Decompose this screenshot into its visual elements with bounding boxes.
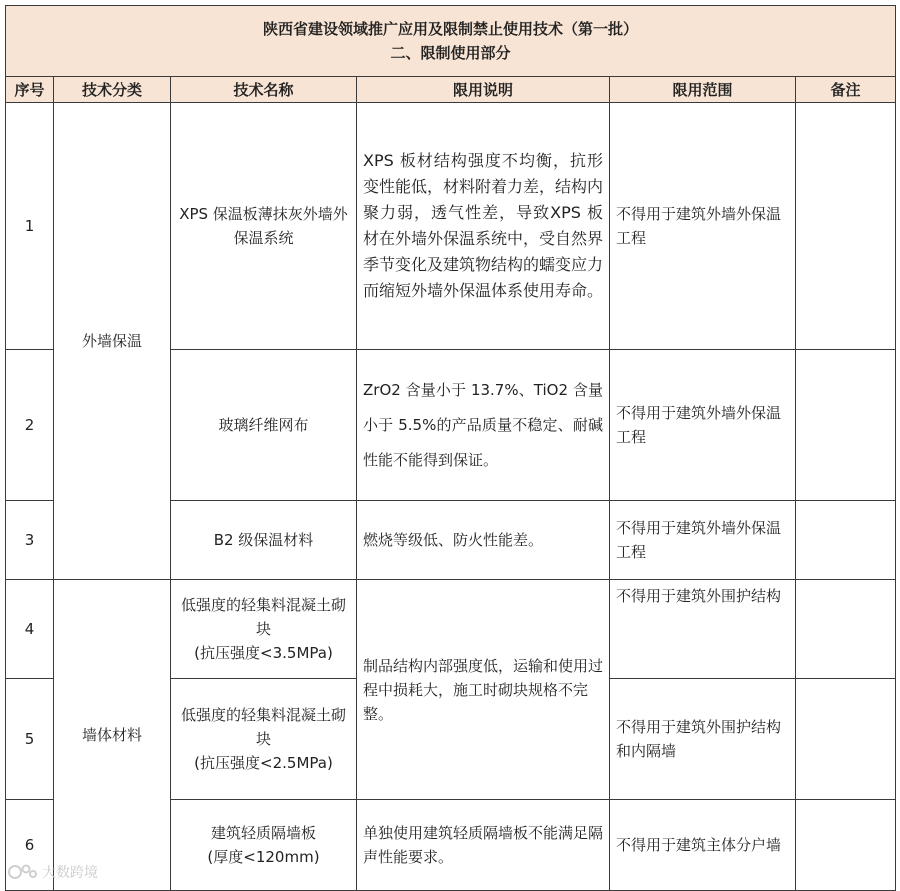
table-row xyxy=(6,103,896,350)
header-scope: 限用范围 xyxy=(610,77,796,103)
category-cell: 外墙保温 xyxy=(54,103,171,580)
desc-cell: 单独使用建筑轻质隔墙板不能满足隔声性能要求。 xyxy=(357,800,610,891)
title-line-1: 陕西省建设领域推广应用及限制禁止使用技术（第一批） xyxy=(263,20,639,38)
scope-cell: 不得用于建筑外墙外保温工程 xyxy=(610,501,796,580)
row-no: 1 xyxy=(6,103,54,350)
note-cell xyxy=(796,679,896,800)
tech-name-cell xyxy=(171,800,357,891)
note-cell xyxy=(796,501,896,580)
note-cell xyxy=(796,580,896,679)
category-cell: 墙体材料 xyxy=(54,580,171,891)
row-no: 3 xyxy=(6,501,54,580)
scope-cell: 不得用于建筑外围护结构和内隔墙 xyxy=(610,679,796,800)
note-cell xyxy=(796,103,896,350)
note-cell xyxy=(796,350,896,501)
scope-cell: 不得用于建筑外墙外保温工程 xyxy=(610,350,796,501)
watermark xyxy=(8,862,98,882)
desc-cell: XPS 板材结构强度不均衡，抗形变性能低，材料附着力差，结构内聚力弱，透气性差，导致XPS 板材在外墙外保温系统中，受自然界季节变化及建筑物结构的蠕变应力而缩短外墙外保温体系使用寿命。 xyxy=(357,103,610,350)
scope-cell: 不得用于建筑主体分户墙 xyxy=(610,800,796,891)
header-desc: 限用说明 xyxy=(357,77,610,103)
tech-name-spec: (抗压强度<3.5MPa) xyxy=(194,644,333,662)
header-no: 序号 xyxy=(6,77,54,103)
tech-name-cell xyxy=(171,580,357,679)
tech-name-line: 低强度的轻集料混凝土砌块 xyxy=(180,596,346,638)
header-row xyxy=(6,77,896,103)
tech-name-spec: (抗压强度<2.5MPa) xyxy=(194,754,333,772)
header-category: 技术分类 xyxy=(54,77,171,103)
watermark-text: 大数跨境 xyxy=(42,865,98,881)
tech-name-cell xyxy=(171,679,357,800)
table-row xyxy=(6,580,896,679)
tech-name-line: 建筑轻质隔墙板 xyxy=(210,824,316,842)
tech-name-cell: B2 级保温材料 xyxy=(171,501,357,580)
note-cell xyxy=(796,800,896,891)
scope-cell: 不得用于建筑外墙外保温工程 xyxy=(610,103,796,350)
header-tech-name: 技术名称 xyxy=(171,77,357,103)
tech-name-line: 低强度的轻集料混凝土砌块 xyxy=(180,706,346,748)
desc-cell: ZrO2 含量小于 13.7%、TiO2 含量小于 5.5%的产品质量不稳定、耐碱性能不能得到保证。 xyxy=(357,350,610,501)
desc-cell-shared: 制品结构内部强度低，运输和使用过程中损耗大，施工时砌块规格不完整。 xyxy=(357,580,610,800)
tech-name-cell: 玻璃纤维网布 xyxy=(171,350,357,501)
row-no: 4 xyxy=(6,580,54,679)
row-no: 2 xyxy=(6,350,54,501)
row-no: 6 xyxy=(6,800,54,891)
brand-logo-icon xyxy=(8,863,38,881)
desc-cell: 燃烧等级低、防火性能差。 xyxy=(357,501,610,580)
row-no: 5 xyxy=(6,679,54,800)
header-note: 备注 xyxy=(796,77,896,103)
table-title xyxy=(6,6,896,77)
scope-cell: 不得用于建筑外围护结构 xyxy=(610,580,796,679)
tech-name-spec: (厚度<120mm) xyxy=(207,848,320,866)
title-line-2: 二、限制使用部分 xyxy=(390,44,511,62)
restriction-table xyxy=(5,5,896,891)
tech-name-cell: XPS 保温板薄抹灰外墙外保温系统 xyxy=(171,103,357,350)
